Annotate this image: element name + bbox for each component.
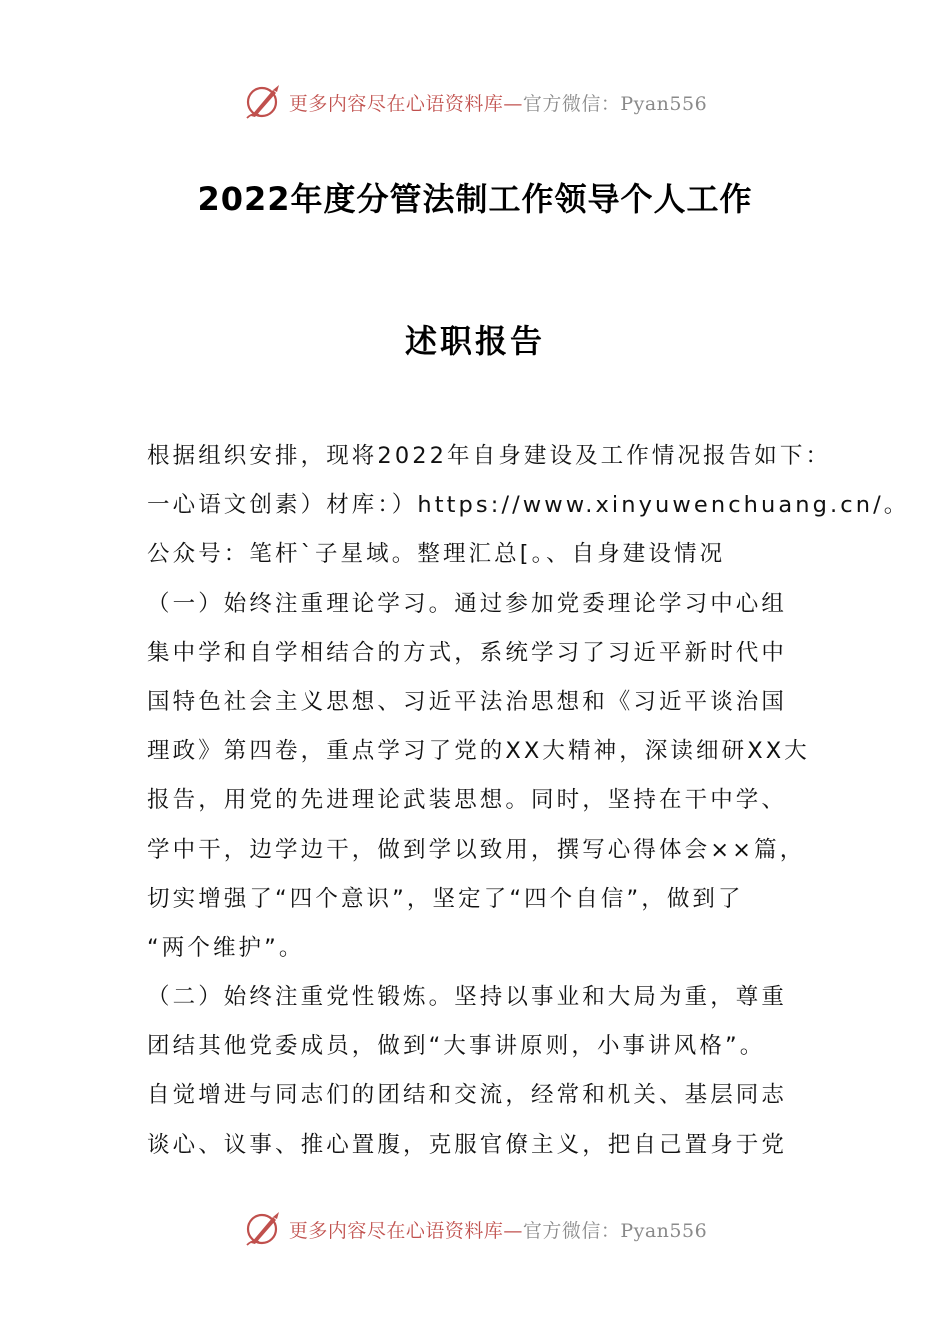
body-line: （二）始终注重党性锻炼。坚持以事业和大局为重，尊重: [147, 984, 788, 1011]
body-line: 一心语文创素）材库：）https://www.xinyuwenchuang.cn/。: [147, 492, 910, 519]
watermark-contact: 官方微信：Pyan556: [522, 1219, 708, 1242]
document-title-line-2: 述职报告: [404, 322, 545, 360]
document-body: [147, 432, 910, 1170]
watermark-contact: 官方微信：Pyan556: [522, 92, 708, 115]
body-line: 集中学和自学相结合的方式，系统学习了习近平新时代中: [147, 639, 788, 666]
body-line: （一）始终注重理论学习。通过参加党委理论学习中心组: [147, 590, 788, 617]
header-watermark: [0, 80, 950, 124]
watermark-text: 更多内容尽在心语资料库—官方微信：Pyan556: [288, 92, 708, 115]
watermark-text: 更多内容尽在心语资料库—官方微信：Pyan556: [288, 1219, 708, 1242]
document-title-line-1: 2022年度分管法制工作领导个人工作: [197, 180, 753, 218]
body-line: 报告，用党的先进理论武装思想。同时，坚持在干中学、: [147, 787, 788, 814]
body-line: 自觉增进与同志们的团结和交流，经常和机关、基层同志: [147, 1082, 788, 1109]
body-line: “两个维护”。: [147, 934, 305, 961]
body-line: 国特色社会主义思想、习近平法治思想和《习近平谈治国: [147, 688, 788, 715]
body-line: 切实增强了“四个意识”，坚定了“四个自信”，做到了: [147, 885, 744, 912]
body-line: 团结其他党委成员，做到“大事讲原则，小事讲风格”。: [147, 1033, 766, 1060]
quill-pen-circle-icon: [243, 1209, 283, 1249]
body-line: 谈心、议事、推心置腹，克服官僚主义，把自己置身于党: [147, 1131, 788, 1158]
footer-watermark: [0, 1207, 950, 1251]
body-line: 理政》第四卷，重点学习了党的XX大精神，深读细研XX大: [147, 738, 810, 765]
body-line: 学中干，边学边干，做到学以致用，撰写心得体会××篇，: [147, 836, 806, 863]
quill-pen-circle-icon: [243, 82, 283, 122]
body-line: 公众号：笔杆`子星域。整理汇总[。、自身建设情况: [147, 541, 726, 568]
body-line: 根据组织安排，现将2022年自身建设及工作情况报告如下：: [147, 443, 832, 469]
